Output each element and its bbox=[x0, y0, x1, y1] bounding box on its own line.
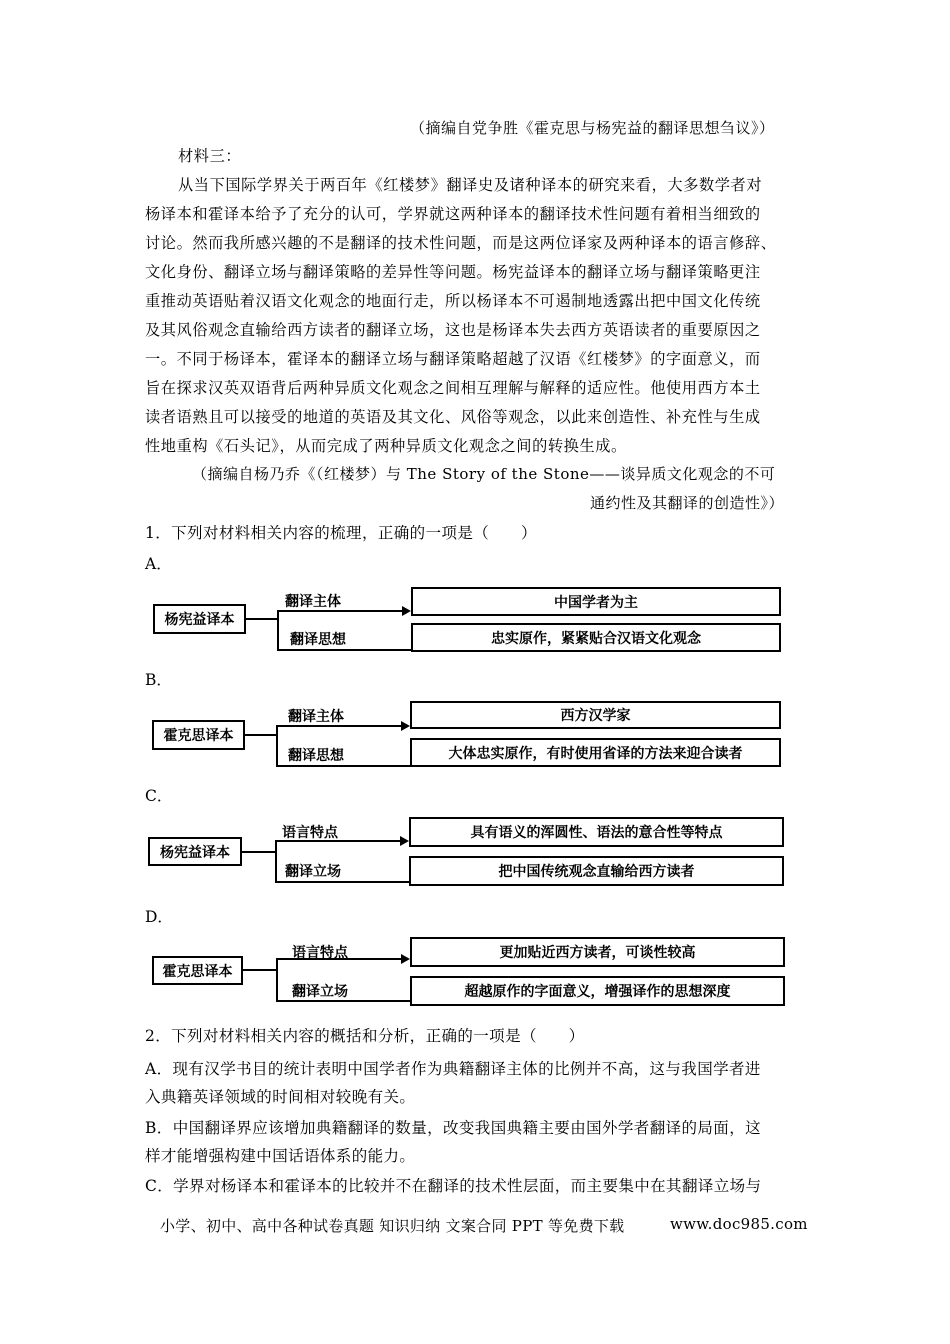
material-3-title: 材料三： bbox=[178, 147, 242, 165]
option-c-letter[interactable]: C． bbox=[145, 787, 173, 805]
material-3-line: 性地重构《石头记》，从而完成了两种异质文化观念之间的转换生成。 bbox=[145, 437, 627, 455]
branch-label-2: 翻译立场 bbox=[292, 984, 348, 1000]
branch-box-1: 中国学者为主 bbox=[411, 587, 781, 616]
branch-label-1: 翻译主体 bbox=[288, 709, 344, 725]
branch-box-2: 忠实原作，紧紧贴合汉语文化观念 bbox=[411, 623, 781, 652]
branch-label-1: 语言特点 bbox=[282, 825, 338, 841]
option-d-letter[interactable]: D． bbox=[145, 908, 173, 926]
source-citation-1: （摘编自党争胜《霍克思与杨宪益的翻译思想刍议》） bbox=[410, 119, 775, 137]
q2-option-b[interactable]: B．中国翻译界应该增加典籍翻译的数量，改变我国典籍主要由国外学者翻译的局面，这 bbox=[145, 1119, 761, 1137]
material-3-line: 杨译本和霍译本给予了充分的认可，学界就这两种译本的翻译技术性问题有着相当细致的 bbox=[145, 205, 761, 223]
branch-box-1: 西方汉学家 bbox=[410, 701, 781, 729]
branch-box-2: 大体忠实原作，有时使用省译的方法来迎合读者 bbox=[410, 738, 781, 767]
material-3-line: 从当下国际学界关于两百年《红楼梦》翻译史及诸种译本的研究来看，大多数学者对 bbox=[178, 176, 763, 194]
root-box: 杨宪益译本 bbox=[153, 604, 246, 634]
q2-option-c[interactable]: C．学界对杨译本和霍译本的比较并不在翻译的技术性层面，而主要集中在其翻译立场与 bbox=[145, 1177, 762, 1195]
q2-option-a[interactable]: A．现有汉学书目的统计表明中国学者作为典籍翻译主体的比例并不高，这与我国学者进 bbox=[145, 1060, 761, 1078]
material-3-line: 旨在探求汉英双语背后两种异质文化观念之间相互理解与解释的适应性。他使用西方本土 bbox=[145, 379, 761, 397]
footer-url[interactable]: www.doc985.com bbox=[670, 1215, 808, 1233]
question-2-stem: 2．下列对材料相关内容的概括和分析，正确的一项是（ ） bbox=[145, 1027, 585, 1045]
question-1-stem: 1．下列对材料相关内容的梳理，正确的一项是（ ） bbox=[145, 524, 537, 542]
footer-text: 小学、初中、高中各种试卷真题 知识归纳 文案合同 PPT 等免费下载 bbox=[160, 1217, 625, 1235]
branch-box-1: 具有语义的浑圆性、语法的意合性等特点 bbox=[409, 817, 784, 847]
root-box: 霍克思译本 bbox=[152, 956, 243, 985]
root-box: 杨宪益译本 bbox=[148, 837, 242, 866]
option-b-letter[interactable]: B． bbox=[145, 671, 172, 689]
material-3-line: 及其风俗观念直输给西方读者的翻译立场，这也是杨译本失去西方英语读者的重要原因之 bbox=[145, 321, 761, 339]
source-citation-2: （摘编自杨乃乔《（红楼梦）与 The Story of the Stone——谈异质文化观念的不可 bbox=[192, 465, 776, 483]
material-3-line: 读者语熟且可以接受的地道的英语及其文化、风俗等观念，以此来创造性、补充性与生成 bbox=[145, 408, 761, 426]
branch-box-1: 更加贴近西方读者，可谈性较高 bbox=[410, 937, 785, 967]
branch-box-2: 超越原作的字面意义，增强译作的思想深度 bbox=[410, 976, 785, 1006]
material-3-line: 一。不同于杨译本，霍译本的翻译立场与翻译策略超越了汉语《红楼梦》的字面意义，而 bbox=[145, 350, 761, 368]
branch-label-1: 语言特点 bbox=[292, 945, 348, 961]
branch-label-2: 翻译思想 bbox=[288, 748, 344, 764]
q2-option-a-cont: 入典籍英译领域的时间相对较晚有关。 bbox=[145, 1088, 416, 1106]
option-a-letter[interactable]: A． bbox=[145, 555, 172, 573]
material-3-line: 文化身份、翻译立场与翻译策略的差异性等问题。杨宪益译本的翻译立场与翻译策略更注 bbox=[145, 263, 761, 281]
branch-label-1: 翻译主体 bbox=[285, 594, 341, 610]
material-3-line: 讨论。然而我所感兴趣的不是翻译的技术性问题，而是这两位译家及两种译本的语言修辞、 bbox=[145, 234, 777, 252]
branch-box-2: 把中国传统观念直输给西方读者 bbox=[409, 856, 784, 886]
material-3-line: 重推动英语贴着汉语文化观念的地面行走，所以杨译本不可遏制地透露出把中国文化传统 bbox=[145, 292, 761, 310]
branch-label-2: 翻译立场 bbox=[285, 864, 341, 880]
branch-label-2: 翻译思想 bbox=[290, 632, 346, 648]
source-citation-2-cont: 通约性及其翻译的创造性》） bbox=[590, 494, 785, 512]
q2-option-b-cont: 样才能增强构建中国话语体系的能力。 bbox=[145, 1147, 416, 1165]
root-box: 霍克思译本 bbox=[152, 720, 245, 750]
